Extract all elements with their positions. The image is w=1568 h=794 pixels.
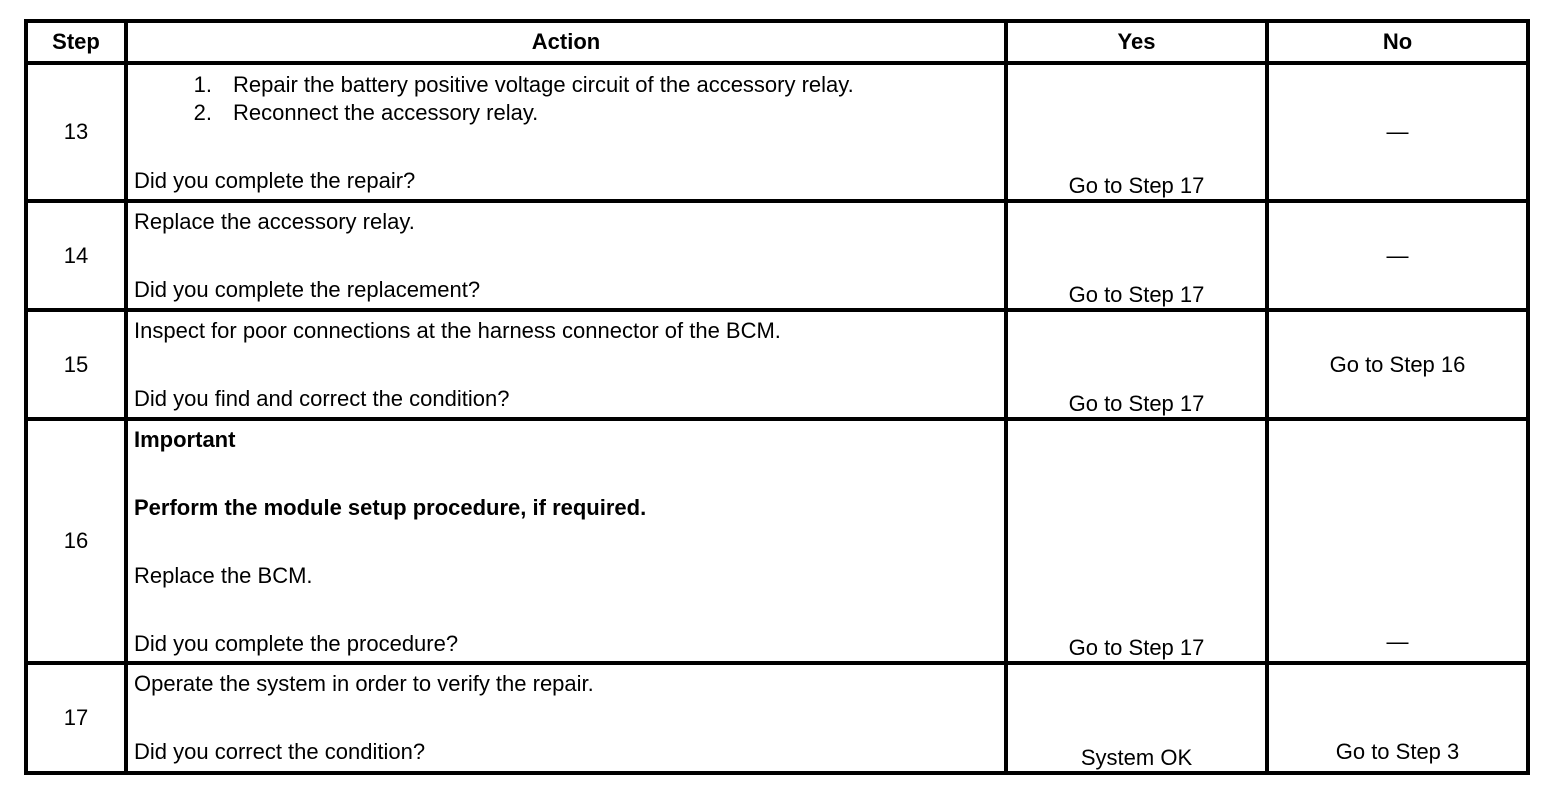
action-text: Replace the accessory relay. xyxy=(134,209,415,234)
table-row xyxy=(26,201,1528,310)
list-item-number: 1. xyxy=(193,72,212,97)
step-number: 17 xyxy=(26,663,126,773)
header-no: No xyxy=(1267,21,1528,63)
table-header-row xyxy=(26,21,1528,63)
action-text: Inspect for poor connections at the harness connector of the BCM. xyxy=(134,318,781,343)
question-text: Did you correct the condition? xyxy=(134,739,426,764)
yes-cell: Go to Step 17 xyxy=(1006,310,1267,419)
no-cell: Go to Step 3 xyxy=(1267,663,1528,773)
important-note: Perform the module setup procedure, if required. xyxy=(134,495,647,520)
list-item-text: Reconnect the accessory relay. xyxy=(233,100,539,125)
action-cell xyxy=(126,310,1006,419)
table-row xyxy=(26,310,1528,419)
step-number: 15 xyxy=(26,310,126,419)
header-action: Action xyxy=(126,21,1006,63)
header-yes: Yes xyxy=(1006,21,1267,63)
header-step: Step xyxy=(26,21,126,63)
yes-cell: Go to Step 17 xyxy=(1006,201,1267,310)
yes-cell: Go to Step 17 xyxy=(1006,63,1267,201)
no-cell: — xyxy=(1267,63,1528,201)
action-text: Replace the BCM. xyxy=(134,563,313,588)
yes-cell: System OK xyxy=(1006,663,1267,773)
question-text: Did you complete the replacement? xyxy=(134,277,481,302)
no-cell: Go to Step 16 xyxy=(1267,310,1528,419)
yes-cell: Go to Step 17 xyxy=(1006,419,1267,663)
action-cell xyxy=(126,419,1006,663)
list-item-number: 2. xyxy=(193,100,212,125)
question-text: Did you find and correct the condition? xyxy=(134,386,510,411)
action-cell xyxy=(126,663,1006,773)
action-text: Operate the system in order to verify the repair. xyxy=(134,671,594,696)
question-text: Did you complete the repair? xyxy=(134,168,416,193)
question-text: Did you complete the procedure? xyxy=(134,631,459,656)
step-number: 16 xyxy=(26,419,126,663)
table-row xyxy=(26,663,1528,773)
table-row xyxy=(26,419,1528,663)
no-cell: — xyxy=(1267,419,1528,663)
table-row xyxy=(26,63,1528,201)
action-cell xyxy=(126,201,1006,310)
step-number: 13 xyxy=(26,63,126,201)
action-cell xyxy=(126,63,1006,201)
diagnostic-table xyxy=(24,19,1530,775)
list-item-text: Repair the battery positive voltage circuit of the accessory relay. xyxy=(233,72,854,97)
step-number: 14 xyxy=(26,201,126,310)
no-cell: — xyxy=(1267,201,1528,310)
important-label: Important xyxy=(134,427,236,452)
